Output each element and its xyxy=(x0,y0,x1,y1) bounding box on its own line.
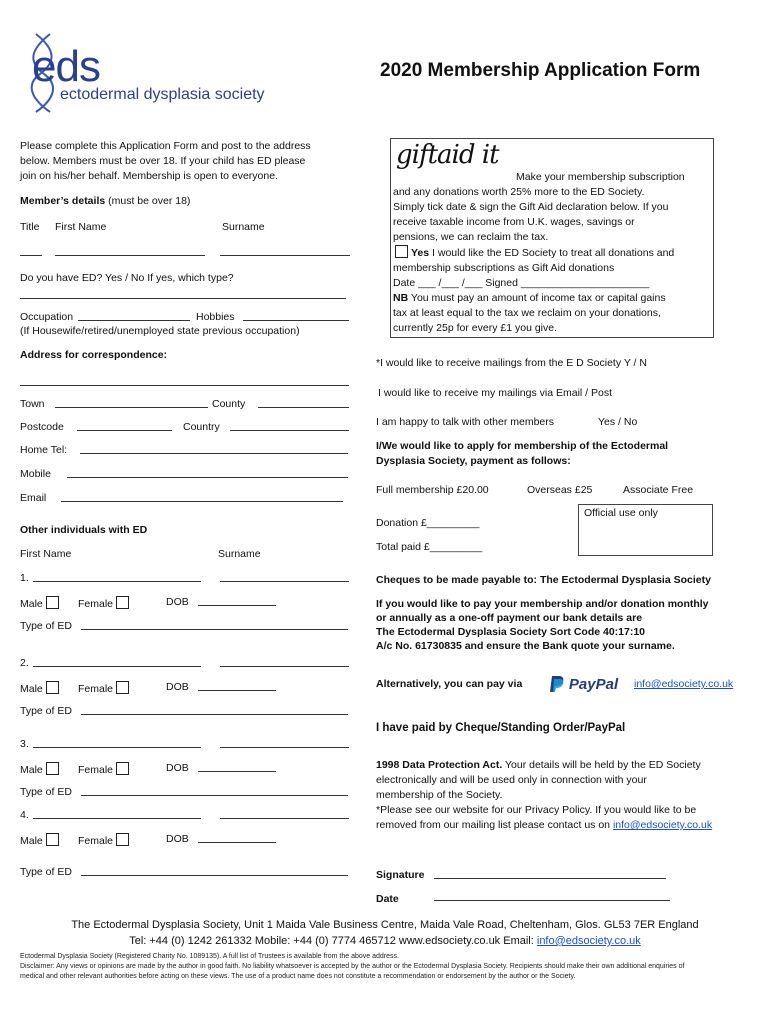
ed-question: Do you have ED? Yes / No If yes, which type? xyxy=(20,272,234,284)
other-first-name-field[interactable] xyxy=(33,809,201,819)
type-of-ed-field[interactable] xyxy=(81,620,348,630)
female-option: Female xyxy=(78,596,129,610)
eds-logo xyxy=(26,32,266,114)
ed-type-field[interactable] xyxy=(20,289,346,299)
paypal-email-link[interactable]: info@edsociety.co.uk xyxy=(634,678,734,690)
other-first-name-field[interactable] xyxy=(33,572,201,582)
male-option: Male xyxy=(20,681,59,695)
male-checkbox[interactable] xyxy=(46,681,59,694)
talk-members-yn: Yes / No xyxy=(598,416,638,428)
overseas-membership: Overseas £25 xyxy=(527,484,593,496)
dob-label: DOB xyxy=(166,833,189,845)
signature-label: Signature xyxy=(376,869,425,881)
mailings-via: I would like to receive my mailings via Email / Post xyxy=(378,387,612,399)
surname-label: Surname xyxy=(222,221,265,233)
other-surname-field[interactable] xyxy=(220,809,349,819)
associate-membership: Associate Free xyxy=(623,484,694,496)
footer xyxy=(0,917,770,949)
male-checkbox[interactable] xyxy=(46,762,59,775)
talk-members: I am happy to talk with other members xyxy=(376,416,554,428)
town-field[interactable] xyxy=(55,398,208,408)
postcode-field[interactable] xyxy=(77,421,172,431)
bank-details: If you would like to pay your membership and/or donation monthly or annually as a one-off payment our bank details are The Ectodermal Dysplasia Society Sort Code 40:17:10 A/c No. 61730835 and ensure the Bank quote your surname. xyxy=(376,598,709,652)
postcode-label: Postcode xyxy=(20,421,64,433)
intro-line: below. Members must be over 18. If your child has ED please xyxy=(20,155,306,167)
cheques-payable: Cheques to be made payable to: The Ectodermal Dysplasia Society xyxy=(376,574,711,586)
male-checkbox[interactable] xyxy=(46,833,59,846)
first-name-field[interactable] xyxy=(55,246,205,256)
intro-line: join on his/her behalf. Membership is open to everyone. xyxy=(20,170,278,182)
female-checkbox[interactable] xyxy=(116,833,129,846)
type-of-ed-field[interactable] xyxy=(81,866,348,876)
giftaid-date-signed[interactable]: Date ___ /___ /___ Signed ______________________ xyxy=(393,277,650,289)
occupation-note: (If Housewife/retired/unemployed state previous occupation) xyxy=(20,325,300,337)
first-name-label: First Name xyxy=(55,221,107,233)
female-option: Female xyxy=(78,833,129,847)
paypal-text: Alternatively, you can pay via xyxy=(376,678,523,690)
county-label: County xyxy=(212,398,246,410)
others-surname-label: Surname xyxy=(218,548,261,560)
full-membership: Full membership £20.00 xyxy=(376,484,489,496)
signature-field[interactable] xyxy=(434,869,666,879)
male-checkbox[interactable] xyxy=(46,596,59,609)
entry-number: 3. xyxy=(20,738,29,750)
address-heading: Address for correspondence: xyxy=(20,349,168,361)
home-tel-field[interactable] xyxy=(80,444,348,454)
type-of-ed-label: Type of ED xyxy=(20,786,72,798)
data-protection: 1998 Data Protection Act. Your details will be held by the ED Society electronically and will be used only in connection with your membership of the Society. *Please see our website for our Privacy Policy. If you would like to be removed from our mailing list please contact us on info@edsociety.co.uk xyxy=(376,759,713,831)
date-label: Date xyxy=(376,893,399,905)
paypal-icon xyxy=(548,675,566,693)
country-label: Country xyxy=(183,421,220,433)
paypal-brand: PayPal xyxy=(568,676,619,693)
type-of-ed-label: Type of ED xyxy=(20,705,72,717)
others-first-name-label: First Name xyxy=(20,548,72,560)
intro-line: Please complete this Application Form and post to the address xyxy=(20,140,311,152)
female-checkbox[interactable] xyxy=(116,596,129,609)
hobbies-label: Hobbies xyxy=(196,311,235,323)
dob-field[interactable] xyxy=(198,596,276,606)
apply-text: I/We would like to apply for membership of the Ectodermal Dysplasia Society, payment as follows: xyxy=(376,440,669,467)
paypal-logo xyxy=(548,675,618,693)
email-label: Email xyxy=(20,492,47,504)
occupation-field[interactable] xyxy=(78,311,190,321)
dp-email-link[interactable]: info@edsociety.co.uk xyxy=(612,819,713,831)
dob-field[interactable] xyxy=(198,762,276,772)
paid-by-heading: I have paid by Cheque/Standing Order/PayPal xyxy=(376,722,626,734)
other-first-name-field[interactable] xyxy=(33,738,201,748)
giftaid-text: Make your membership subscription and any donations worth 25% more to the ED Society. Simply tick date & sign the Gift Aid declaration below. If you receive taxable income from U.K. wages, savings or pensions, we can reclaim the tax. Yes I would like the ED Society to treat all donations and membership subscriptions as Gift Aid donations Date ___ /___ /___ Signed ______________________ NB You must pay an amount of income tax or capital gains tax at least equal to the tax we reclaim on your donations, currently 25p for every £1 you give. xyxy=(393,171,685,334)
entry-number: 2. xyxy=(20,657,29,669)
type-of-ed-label: Type of ED xyxy=(20,620,72,632)
page-title: 2020 Membership Application Form xyxy=(380,60,701,81)
entry-number: 4. xyxy=(20,809,29,821)
type-of-ed-field[interactable] xyxy=(81,786,348,796)
giftaid-yes-checkbox[interactable] xyxy=(395,245,408,258)
donation-field[interactable]: Donation £_________ xyxy=(376,517,480,529)
entry-number: 1. xyxy=(20,572,29,584)
surname-field[interactable] xyxy=(220,246,350,256)
male-option: Male xyxy=(20,833,59,847)
occupation-label: Occupation xyxy=(20,311,74,323)
intro-text xyxy=(20,139,311,184)
members-details-heading: Member’s details (must be over 18) xyxy=(20,195,191,207)
dob-label: DOB xyxy=(166,681,189,693)
dob-field[interactable] xyxy=(198,833,276,843)
footer-address: The Ectodermal Dysplasia Society, Unit 1 Maida Vale Business Centre, Maida Vale Road, Cheltenham, Glos. GL53 7ER England xyxy=(71,919,699,931)
title-label: Title xyxy=(20,221,40,233)
female-checkbox[interactable] xyxy=(116,681,129,694)
type-of-ed-label: Type of ED xyxy=(20,866,72,878)
other-surname-field[interactable] xyxy=(220,572,349,582)
home-tel-label: Home Tel: xyxy=(20,444,68,456)
logo-text: ectodermal dysplasia society xyxy=(60,86,265,103)
total-paid-field[interactable]: Total paid £_________ xyxy=(376,541,483,553)
title-field[interactable] xyxy=(20,246,42,256)
other-surname-field[interactable] xyxy=(220,657,349,667)
footer-tel: Tel: +44 (0) 1242 261332 Mobile: +44 (0) 7774 465712 www.edsociety.co.uk Email: xyxy=(129,935,534,947)
others-heading: Other individuals with ED xyxy=(20,524,148,536)
male-option: Male xyxy=(20,596,59,610)
logo-letters: eds xyxy=(32,42,100,91)
hobbies-field[interactable] xyxy=(243,311,349,321)
mobile-field[interactable] xyxy=(67,468,348,478)
official-use-label: Official use only xyxy=(584,507,658,519)
country-field[interactable] xyxy=(230,421,349,431)
dob-label: DOB xyxy=(166,762,189,774)
dob-field[interactable] xyxy=(198,681,276,691)
dob-label: DOB xyxy=(166,596,189,608)
female-option: Female xyxy=(78,681,129,695)
town-label: Town xyxy=(20,398,45,410)
county-field[interactable] xyxy=(258,398,349,408)
email-field[interactable] xyxy=(61,492,343,502)
male-option: Male xyxy=(20,762,59,776)
other-surname-field[interactable] xyxy=(220,738,349,748)
giftaid-logo: giftaid it xyxy=(396,140,499,170)
date-field[interactable] xyxy=(434,891,670,901)
type-of-ed-field[interactable] xyxy=(81,705,348,715)
mobile-label: Mobile xyxy=(20,468,51,480)
address-field[interactable] xyxy=(20,376,349,386)
mailings-preference: *I would like to receive mailings from the E D Society Y / N xyxy=(376,357,647,369)
female-option: Female xyxy=(78,762,129,776)
footer-small-print: Ectodermal Dysplasia Society (Registered Charity No. 1089135). A full list of Trustees is available from the above address. Disclaimer: Any views or opinions are made by the author in good faith. No liability whatsoever is accepted by the author or the Ectodermal Dysplasia Society. Recipients should make their own additional enquiries of medical and other relevant authorities before acting on these views. The use of a product name does not constitute a recommendation or endorsement by the author or the Society. xyxy=(20,953,685,980)
female-checkbox[interactable] xyxy=(116,762,129,775)
footer-email-link[interactable]: info@edsociety.co.uk xyxy=(536,935,641,947)
other-first-name-field[interactable] xyxy=(33,657,201,667)
